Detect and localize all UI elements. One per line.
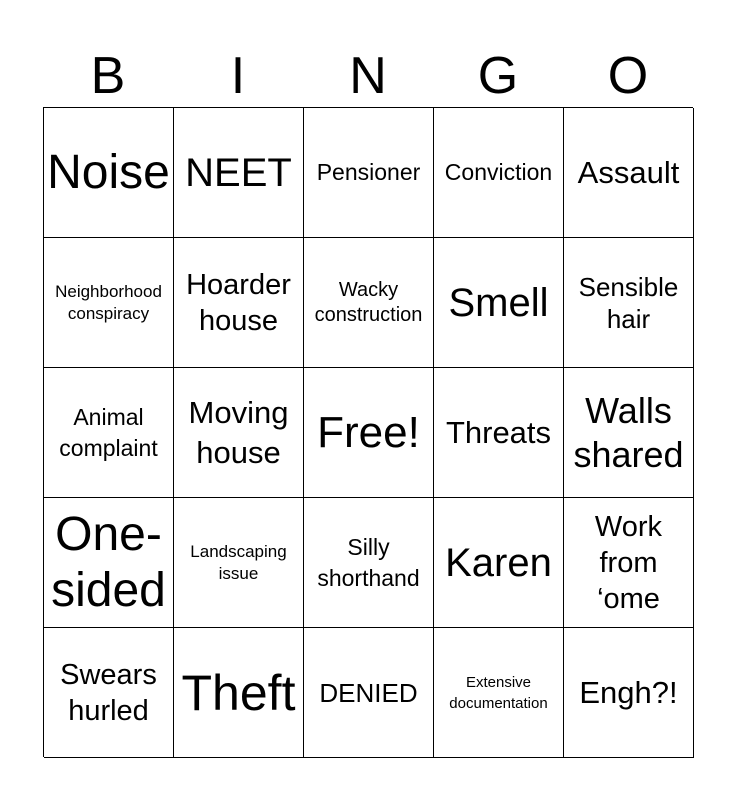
bingo-grid xyxy=(43,107,693,757)
bingo-cell[interactable] xyxy=(434,498,564,628)
cell-text: Free! xyxy=(317,407,420,457)
bingo-cell[interactable] xyxy=(44,368,174,498)
cell-text: Wacky construction xyxy=(314,278,423,326)
cell-text: Pensioner xyxy=(316,159,421,185)
bingo-header xyxy=(43,44,693,108)
cell-text: Sensible hair xyxy=(578,271,679,334)
cell-text: One-sided xyxy=(51,507,166,617)
cell-text: Neighborhood conspiracy xyxy=(55,281,162,323)
bingo-cell[interactable] xyxy=(174,108,304,238)
bingo-cell[interactable] xyxy=(434,628,564,758)
cell-text: Hoarder house xyxy=(186,268,291,337)
bingo-cell[interactable] xyxy=(44,108,174,238)
cell-text: Noise xyxy=(47,145,170,199)
header-letter-b: B xyxy=(90,47,126,105)
header-letter-n: N xyxy=(349,47,387,105)
cell-text: Silly shorthand xyxy=(317,533,420,591)
bingo-cell[interactable] xyxy=(434,238,564,368)
bingo-cell[interactable] xyxy=(174,368,304,498)
bingo-cell[interactable] xyxy=(44,238,174,368)
cell-text: Conviction xyxy=(444,159,553,185)
cell-text: Animal complaint xyxy=(59,403,158,461)
cell-text: Extensive documentation xyxy=(449,673,548,712)
bingo-cell[interactable] xyxy=(44,498,174,628)
cell-text: NEET xyxy=(185,150,292,195)
header-letter-o: O xyxy=(607,47,649,105)
bingo-cell[interactable] xyxy=(174,238,304,368)
cell-text: Swears hurled xyxy=(60,658,157,727)
bingo-cell[interactable] xyxy=(434,368,564,498)
cell-text: Theft xyxy=(181,664,296,721)
bingo-cell[interactable] xyxy=(304,628,434,758)
bingo-cell[interactable] xyxy=(564,108,694,238)
bingo-cell[interactable] xyxy=(304,498,434,628)
header-letter-g: G xyxy=(477,47,519,105)
bingo-cell free-space[interactable] xyxy=(304,368,434,498)
bingo-cell[interactable] xyxy=(304,108,434,238)
bingo-cell[interactable] xyxy=(564,628,694,758)
cell-text: Smell xyxy=(448,280,549,325)
cell-text: Moving house xyxy=(188,394,289,470)
bingo-cell[interactable] xyxy=(564,498,694,628)
header-letter-i: I xyxy=(230,47,246,105)
bingo-cell[interactable] xyxy=(434,108,564,238)
cell-text: Walls shared xyxy=(573,389,684,475)
bingo-cell[interactable] xyxy=(174,628,304,758)
cell-text: Assault xyxy=(577,154,680,190)
bingo-cell[interactable] xyxy=(564,238,694,368)
cell-text: Threats xyxy=(445,414,552,450)
cell-text: Landscaping issue xyxy=(190,541,287,583)
cell-text: Work from ‘ome xyxy=(594,510,663,615)
bingo-cell[interactable] xyxy=(564,368,694,498)
cell-text: Karen xyxy=(445,540,552,585)
cell-text: DENIED xyxy=(319,677,418,708)
bingo-cell[interactable] xyxy=(304,238,434,368)
bingo-cell[interactable] xyxy=(174,498,304,628)
bingo-cell[interactable] xyxy=(44,628,174,758)
cell-text: Engh?! xyxy=(579,674,678,710)
